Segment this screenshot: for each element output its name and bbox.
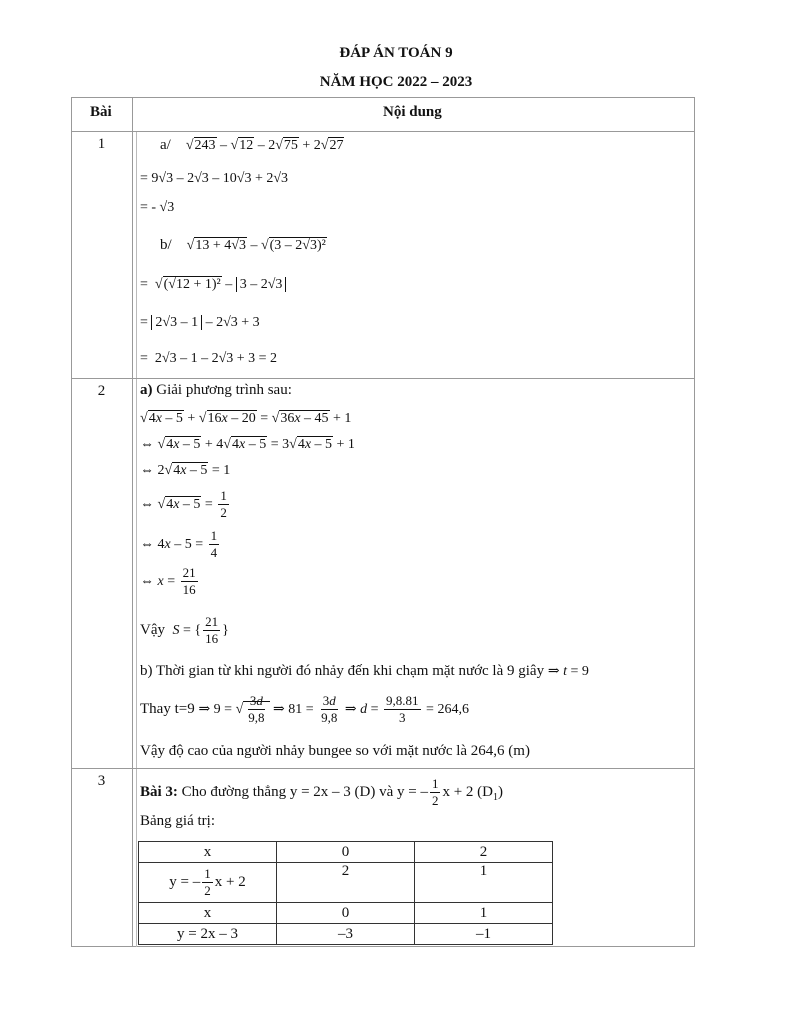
bai3-table-label: Bảng giá trị: bbox=[140, 813, 215, 829]
page-title: ĐÁP ÁN TOÁN 9 bbox=[339, 45, 453, 61]
bai2-b-calc: Thay t=9 ⇒ 9 = √ $\frac{3d}{9,8}$ ⇒ 81 = $\frac{3d}{9,8}$ ⇒ d = $\frac{9,8.81}{3}$ = 264,6 bbox=[140, 693, 469, 726]
bai3-heading: Bài 3: Cho đường thẳng y = 2x – 3 (D) và y = – $\frac{1}{2}$ x + 2 $(D_1)$ bbox=[140, 776, 504, 809]
bai1-step: = - √3 bbox=[140, 200, 175, 215]
value-table bbox=[138, 841, 553, 945]
table-cell: 2 bbox=[415, 842, 553, 863]
table-cell: 1 bbox=[415, 863, 553, 903]
table-cell: x bbox=[139, 842, 277, 863]
row-number: 3 bbox=[97, 773, 106, 789]
header-bai: Bài bbox=[90, 104, 112, 120]
header-noi-dung: Nội dung bbox=[383, 104, 442, 120]
bai1-step: = 2√3 – 1 – 2√3 + 3 = 2 bbox=[140, 351, 278, 366]
bai1-step: = √(√12 + 1)² – 3 – 2√3 bbox=[140, 278, 286, 292]
bai1-a: a/ √243 – √12 – 2√75 + 2√27 bbox=[160, 137, 344, 153]
bai2-step: ⇔ 2√4x – 5 = 1 bbox=[140, 463, 231, 478]
bai1-b: b/ √13 + 4√3 – √(3 – 2√3)² bbox=[160, 237, 326, 253]
table-cell: 0 bbox=[277, 842, 415, 863]
page-subtitle: NĂM HỌC 2022 – 2023 bbox=[319, 74, 473, 90]
row-number: 2 bbox=[97, 383, 106, 399]
table-row bbox=[139, 924, 553, 945]
bai2-step: ⇔ x = $\frac{21}{16}$ bbox=[140, 565, 196, 598]
table-cell: –3 bbox=[277, 924, 415, 945]
table-row bbox=[139, 842, 553, 863]
row-divider bbox=[71, 768, 695, 769]
bai2-b-text: b) Thời gian từ khi người đó nhảy đến khi chạm mặt nước là 9 giây ⇒ t = 9 bbox=[140, 663, 589, 679]
row-divider bbox=[71, 131, 695, 132]
table-cell: y = 2x – 3 bbox=[139, 924, 277, 945]
row-number: 1 bbox=[97, 136, 106, 152]
table-cell: x bbox=[139, 903, 277, 924]
column-divider-inner bbox=[136, 132, 137, 947]
column-divider bbox=[132, 97, 133, 947]
table-cell: 2 bbox=[277, 863, 415, 903]
table-cell: 1 bbox=[415, 903, 553, 924]
table-row bbox=[139, 863, 553, 903]
bai2-step: ⇔ √4x – 5 + 4√4x – 5 = 3√4x – 5 + 1 bbox=[140, 437, 355, 452]
row-divider bbox=[71, 378, 695, 379]
table-cell: –1 bbox=[415, 924, 553, 945]
bai1-step: = 2√3 – 1 – 2√3 + 3 bbox=[140, 315, 260, 330]
bai2-step: ⇔ 4x – 5 = $\frac{1}{4}$ bbox=[140, 528, 218, 561]
bai2-step: √4x – 5 + √16x – 20 = √36x – 45 + 1 bbox=[140, 411, 352, 426]
table-row bbox=[139, 903, 553, 924]
table-cell: 0 bbox=[277, 903, 415, 924]
bai2-conclusion: Vậy độ cao của người nhảy bungee so với mặt nước là 264,6 (m) bbox=[140, 743, 530, 759]
bai1-step: = 9√3 – 2√3 – 10√3 + 2√3 bbox=[140, 171, 289, 186]
bai2-solution-set: Vậy S = { $\frac{21}{16}$ } bbox=[140, 614, 229, 647]
bai2-a-heading: a) Giải phương trình sau: bbox=[140, 382, 292, 398]
table-cell: y = – $\frac{1}{2}$ x + 2 bbox=[139, 863, 277, 903]
bai2-step: ⇔ √4x – 5 = $\frac{1}{2}$ bbox=[140, 488, 227, 521]
